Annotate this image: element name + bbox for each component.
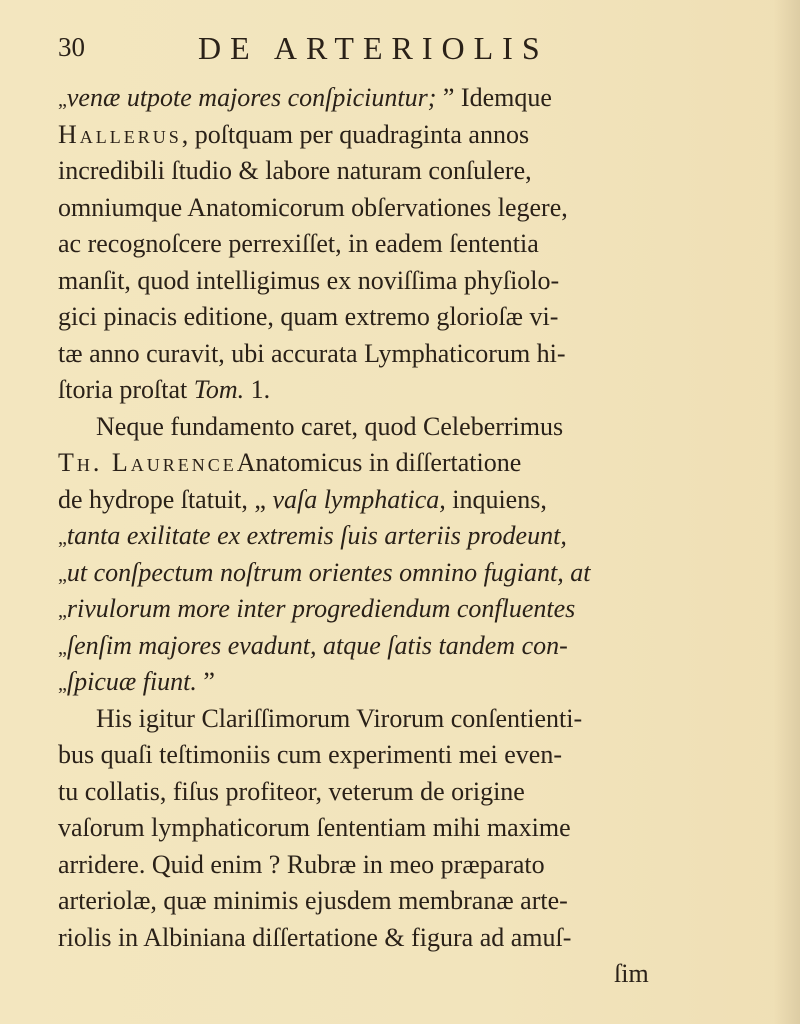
text-line [58, 263, 698, 300]
line-text: arteriolæ, quæ minimis ejusdem membranæ arte- [58, 886, 568, 915]
line-text: ” [196, 667, 215, 696]
italic-text: ſpicuæ fiunt. [66, 667, 197, 696]
text-line [58, 445, 698, 482]
page-number: 30 [58, 32, 85, 62]
text-line [58, 409, 698, 446]
italic-text: tanta exilitate ex extremis ſuis arteriis prodeunt, [66, 521, 567, 550]
italic-text: Tom. [193, 375, 245, 404]
text-line [58, 883, 698, 920]
running-head: DE ARTERIOLIS [198, 30, 549, 66]
quote-mark: „ [58, 89, 67, 111]
line-text: ac recognoſcere perrexiſſet, in eadem ſententia [58, 229, 539, 258]
line-text: tæ anno curavit, ubi accurata Lymphaticorum hi- [58, 338, 566, 368]
line-text: incredibili ſtudio & labore naturam conſulere, [58, 156, 532, 185]
line-text: manſit, quod intelligimus ex noviſſima phyſiolo- [58, 265, 560, 295]
line-text: 1. [244, 375, 271, 404]
line-text: , poſtquam per quadraginta annos [181, 119, 530, 149]
text-line [58, 226, 698, 263]
line-text: inquiens, [445, 484, 547, 514]
text-line [58, 956, 698, 993]
text-line [58, 153, 698, 190]
small-caps-name: Th. Laurence [58, 448, 237, 477]
quote-mark: „ [58, 563, 67, 586]
text-line [58, 810, 698, 847]
small-caps-name: Hallerus [58, 119, 182, 149]
line-text: riolis in Albiniana diſſertatione & figura ad amuſ- [58, 922, 572, 952]
text-line [58, 336, 698, 373]
text-line [58, 701, 698, 738]
text-line [58, 628, 698, 665]
italic-text: venæ utpote majores conſpiciuntur; [66, 83, 437, 112]
text-line [58, 299, 698, 336]
text-line [58, 190, 698, 227]
text-line [58, 518, 698, 555]
quote-mark: „ [58, 600, 67, 622]
italic-text: ut conſpectum noſtrum orientes omnino fugiant, at [66, 557, 591, 587]
text-line [58, 774, 698, 811]
line-text: Neque fundamento caret, quod Celeberrimus [96, 411, 564, 441]
text-line [58, 372, 698, 409]
quote-mark: „ [58, 673, 67, 695]
italic-text: rivulorum more inter progrediendum confluentes [66, 594, 576, 623]
line-text: gici pinacis editione, quam extremo glorioſæ vi- [58, 302, 559, 331]
text-line [58, 664, 698, 701]
text-line [58, 80, 698, 117]
line-text: ” Idemque [436, 83, 552, 112]
line-text: His igitur Clariſſimorum Virorum conſentienti- [96, 703, 583, 733]
quote-mark: „ [58, 527, 67, 549]
text-line [58, 847, 698, 884]
line-text: vaſorum lymphaticorum ſententiam mihi maxime [58, 813, 571, 842]
line-text: arridere. Quid enim ? Rubræ in meo præparato [58, 849, 545, 879]
line-text: ſim [614, 959, 649, 988]
page-header [0, 28, 800, 68]
quote-mark: „ [58, 636, 67, 659]
italic-text: ſenſim majores evadunt, atque ſatis tandem con- [66, 630, 568, 660]
page-edge-shadow [774, 0, 800, 1024]
text-line [58, 591, 698, 628]
italic-text: vaſa lymphatica, [272, 484, 446, 514]
body-text [58, 80, 698, 993]
line-text: in diſſertatione [368, 448, 522, 477]
text-line [58, 737, 698, 774]
text-line [58, 117, 698, 154]
line-text: omniumque Anatomicorum obſervationes legere, [58, 192, 568, 222]
line-text: Anatomicus [236, 448, 369, 477]
text-line [58, 482, 698, 519]
line-text: ſtoria proſtat [58, 375, 194, 404]
line-text: bus quaſi teſtimoniis cum experimenti mei even- [58, 740, 562, 769]
text-line [58, 920, 698, 957]
line-text: tu collatis, fiſus profiteor, veterum de origine [58, 776, 525, 806]
line-text: de hydrope ſtatuit, „ [58, 484, 273, 514]
text-line [58, 555, 698, 592]
